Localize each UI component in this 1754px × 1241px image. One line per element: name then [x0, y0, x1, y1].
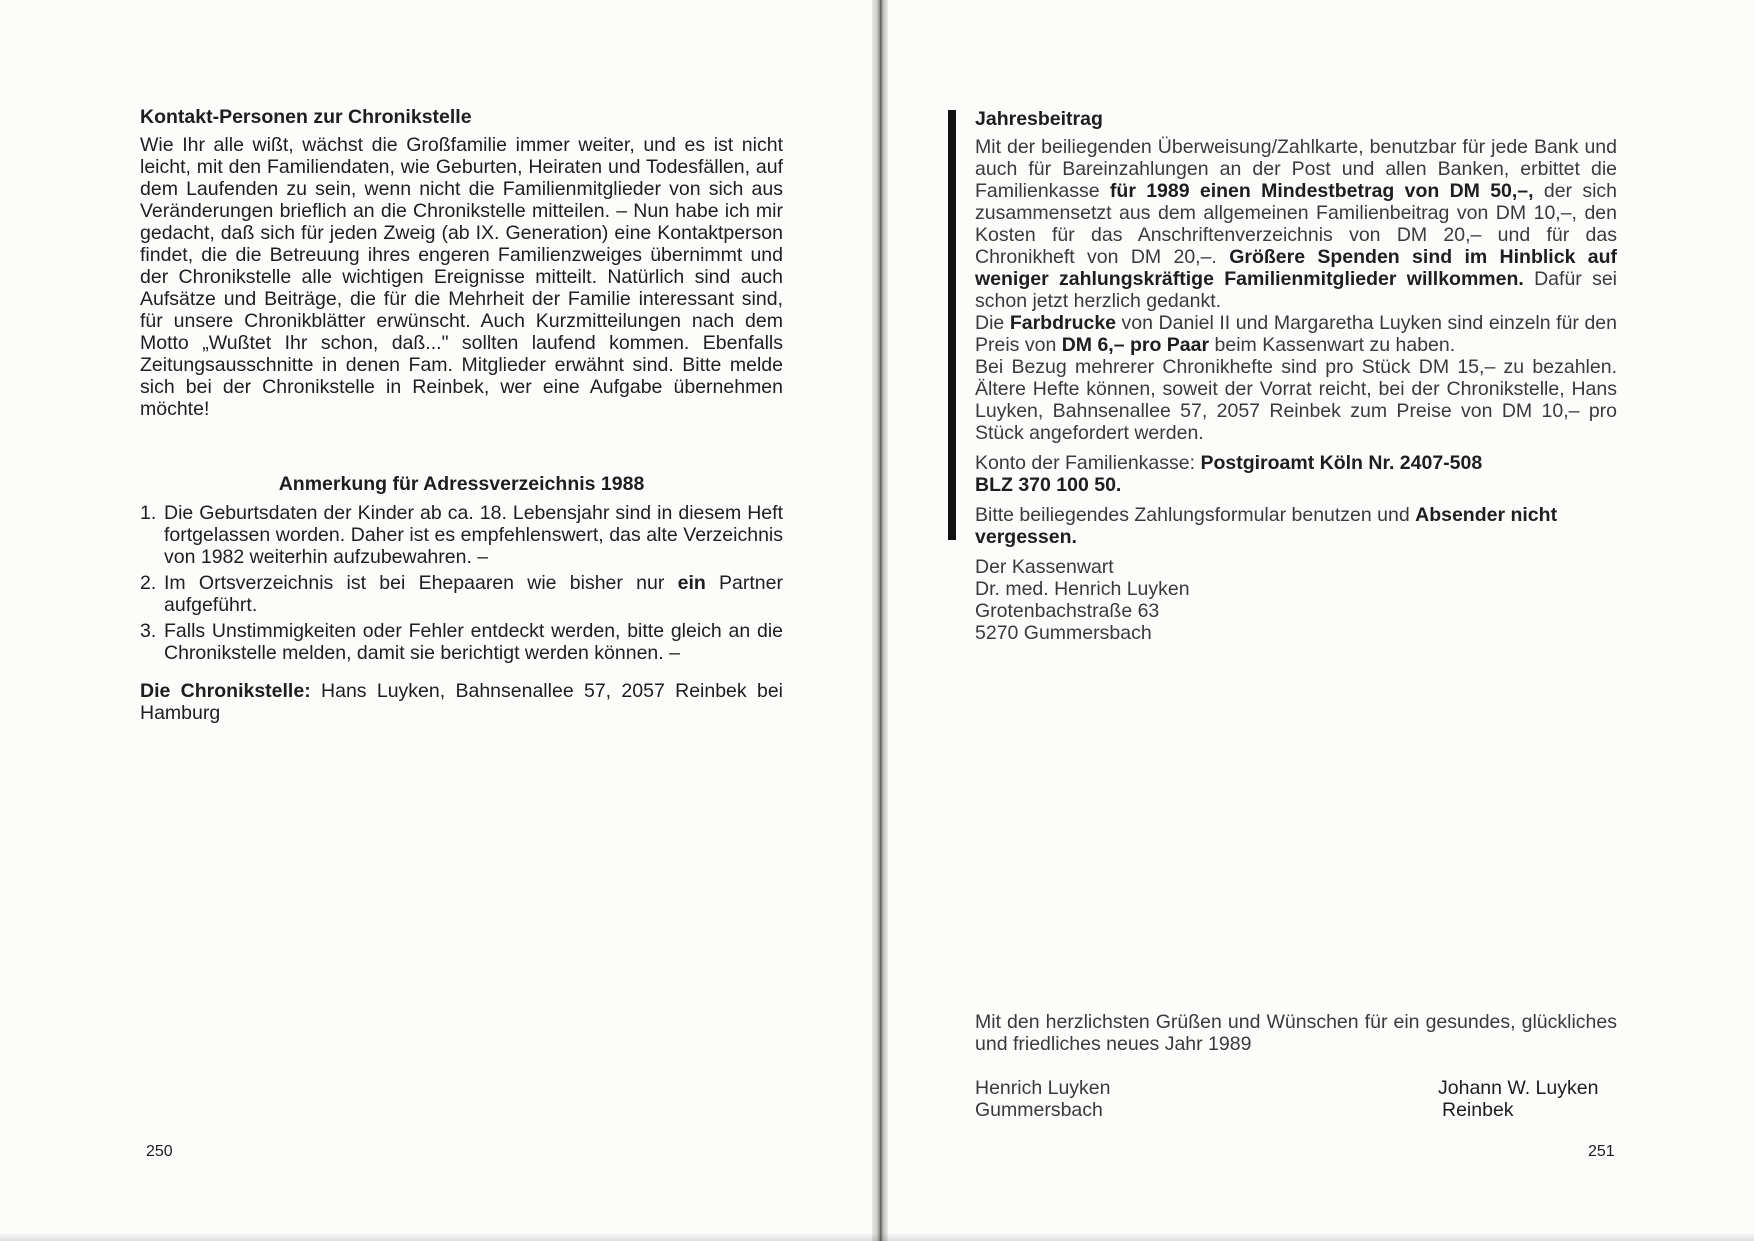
text-run: der sich zusammensetzt aus dem allgemeinen Familienbeitrag von DM 10,–, den Kosten für das Anschriftenverzeichnis von DM 20,– und für das Chronikheft von DM 20,–. [975, 180, 1618, 268]
sender-name: Johann W. Luyken [1438, 1077, 1599, 1099]
sender-johann [1438, 1077, 1618, 1121]
bitte-hinweis [975, 504, 1617, 548]
signature-line: Grotenbachstraße 63 [975, 600, 1160, 622]
text-run: von Daniel II und Margaretha Luyken sind einzeln für den Preis von [975, 312, 1617, 356]
sender-city: Gummersbach [975, 1099, 1103, 1121]
heading-anmerkung: Anmerkung für Adressverzeichnis 1988 [278, 473, 645, 495]
text-run-bold: DM 6,– pro Paar [1061, 334, 1210, 356]
signature-line: Dr. med. Henrich Luyken [975, 578, 1190, 600]
greeting: Mit den herzlichsten Grüßen und Wünschen für ein gesundes, glückliches und friedliches neues Jahr 1989 [975, 1011, 1617, 1055]
konto-label: Konto der Familienkasse: [975, 452, 1201, 474]
anmerkung-list [140, 502, 783, 668]
konto-number: Postgiroamt Köln Nr. 2407-508 [1200, 452, 1483, 474]
contact-label: Die Chronikstelle: [140, 680, 311, 702]
text-run: Bitte beiliegendes Zahlungsformular benutzen und [975, 504, 1416, 526]
page-number-right: 251 [1588, 1143, 1615, 1160]
book-spine [872, 0, 888, 1241]
heading-kontakt-personen: Kontakt-Personen zur Chronikstelle [140, 106, 472, 128]
margin-bar [948, 110, 956, 540]
text-run: Mit der beiliegenden Überweisung/Zahlkarte, benutzbar für jede Bank und auch für Bareinzahlungen an der Post und allen Banken, erbittet die Familienkasse [975, 136, 1617, 202]
paragraph-jahresbeitrag [975, 136, 1617, 444]
list-text: Die Geburtsdaten der Kinder ab ca. 18. Lebensjahr sind in diesem Heft fortgelassen worden. Daher ist es empfehlenswert, das alte Verzeichnis von 1982 weiterhin aufzubewahren. – [164, 502, 783, 568]
konto-blz: BLZ 370 100 50. [975, 474, 1122, 496]
list-text-bold: ein [677, 572, 706, 594]
list-item [140, 620, 783, 664]
list-text: Partner aufgeführt. [164, 572, 783, 616]
page-bottom-shadow [0, 1233, 1754, 1241]
list-text: Im Ortsverzeichnis ist bei Ehepaaren wie bisher nur [164, 572, 678, 594]
text-run: Dafür sei schon jetzt herzlich gedankt. [975, 268, 1617, 312]
signature-line: Der Kassenwart [975, 556, 1114, 578]
text-run: Bei Bezug mehrerer Chronikhefte sind pro Stück DM 15,– zu bezahlen. Ältere Hefte können, soweit der Vorrat reicht, bei der Chronikstelle, Hans Luyken, Bahnsenallee 57, 2057 Reinbek zum Preise von DM 10,– pro Stück angefordert werden. [975, 356, 1617, 444]
list-item [140, 502, 783, 568]
text-run-bold: Größere Spenden sind im Hinblick auf weniger zahlungskräftige Familienmitglieder willkommen. [975, 246, 1617, 290]
text-run: Die [975, 312, 1010, 334]
text-run-bold: für 1989 einen Mindestbetrag von DM 50,–, [1109, 180, 1534, 202]
list-item [140, 572, 783, 616]
text-run-bold: Absender nicht vergessen. [975, 504, 1558, 548]
list-number: 3. [140, 620, 157, 642]
paragraph-kontakt: Wie Ihr alle wißt, wächst die Großfamilie immer weiter, und es ist nicht leicht, mit den Familiendaten, wie Geburten, Heiraten und Todesfällen, auf dem Laufenden zu sein, wenn nicht die Familienmitglieder von sich aus Veränderungen brieflich an die Chronikstelle mitteilen. – Nun habe ich mir gedacht, daß sich für jeden Zweig (ab IX. Generation) eine Kontaktperson findet, die die Betreuung ihres engeren Familienzweiges übernimmt und der Chronikstelle alle wichtigen Ereignisse mitteilt. Natürlich sind auch Aufsätze und Beiträge, die für die Mehrheit der Familie interessant sind, für unsere Chronikblätter erwünscht. Auch Kurzmitteilungen nach dem Motto „Wußtet Ihr schon, daß..." sollten laufend kommen. Ebenfalls Zeitungsausschnitte in denen Fam. Mitglieder erwähnt sind. Bitte melde sich bei der Chronikstelle in Reinbek, wer eine Aufgabe übernehmen möchte! [140, 134, 783, 420]
contact-address: Hans Luyken, Bahnsenallee 57, 2057 Reinbek bei Hamburg [140, 680, 783, 724]
heading-jahresbeitrag: Jahresbeitrag [975, 108, 1103, 130]
list-number: 1. [140, 502, 157, 524]
list-number: 2. [140, 572, 157, 594]
konto-info [975, 452, 1617, 496]
signature-line: 5270 Gummersbach [975, 622, 1152, 644]
text-run-bold: Farbdrucke [1009, 312, 1117, 334]
sender-name: Henrich Luyken [975, 1077, 1111, 1099]
sender-city: Reinbek [1442, 1099, 1514, 1121]
sender-henrich [975, 1077, 1111, 1121]
chronikstelle-contact [140, 680, 783, 724]
kassenwart-signature [975, 556, 1617, 644]
page-number-left: 250 [146, 1143, 173, 1160]
list-text: Falls Unstimmigkeiten oder Fehler entdeckt werden, bitte gleich an die Chronikstelle melden, damit sie berichtigt werden können. – [164, 620, 783, 664]
text-run: beim Kassenwart zu haben. [1209, 334, 1456, 356]
